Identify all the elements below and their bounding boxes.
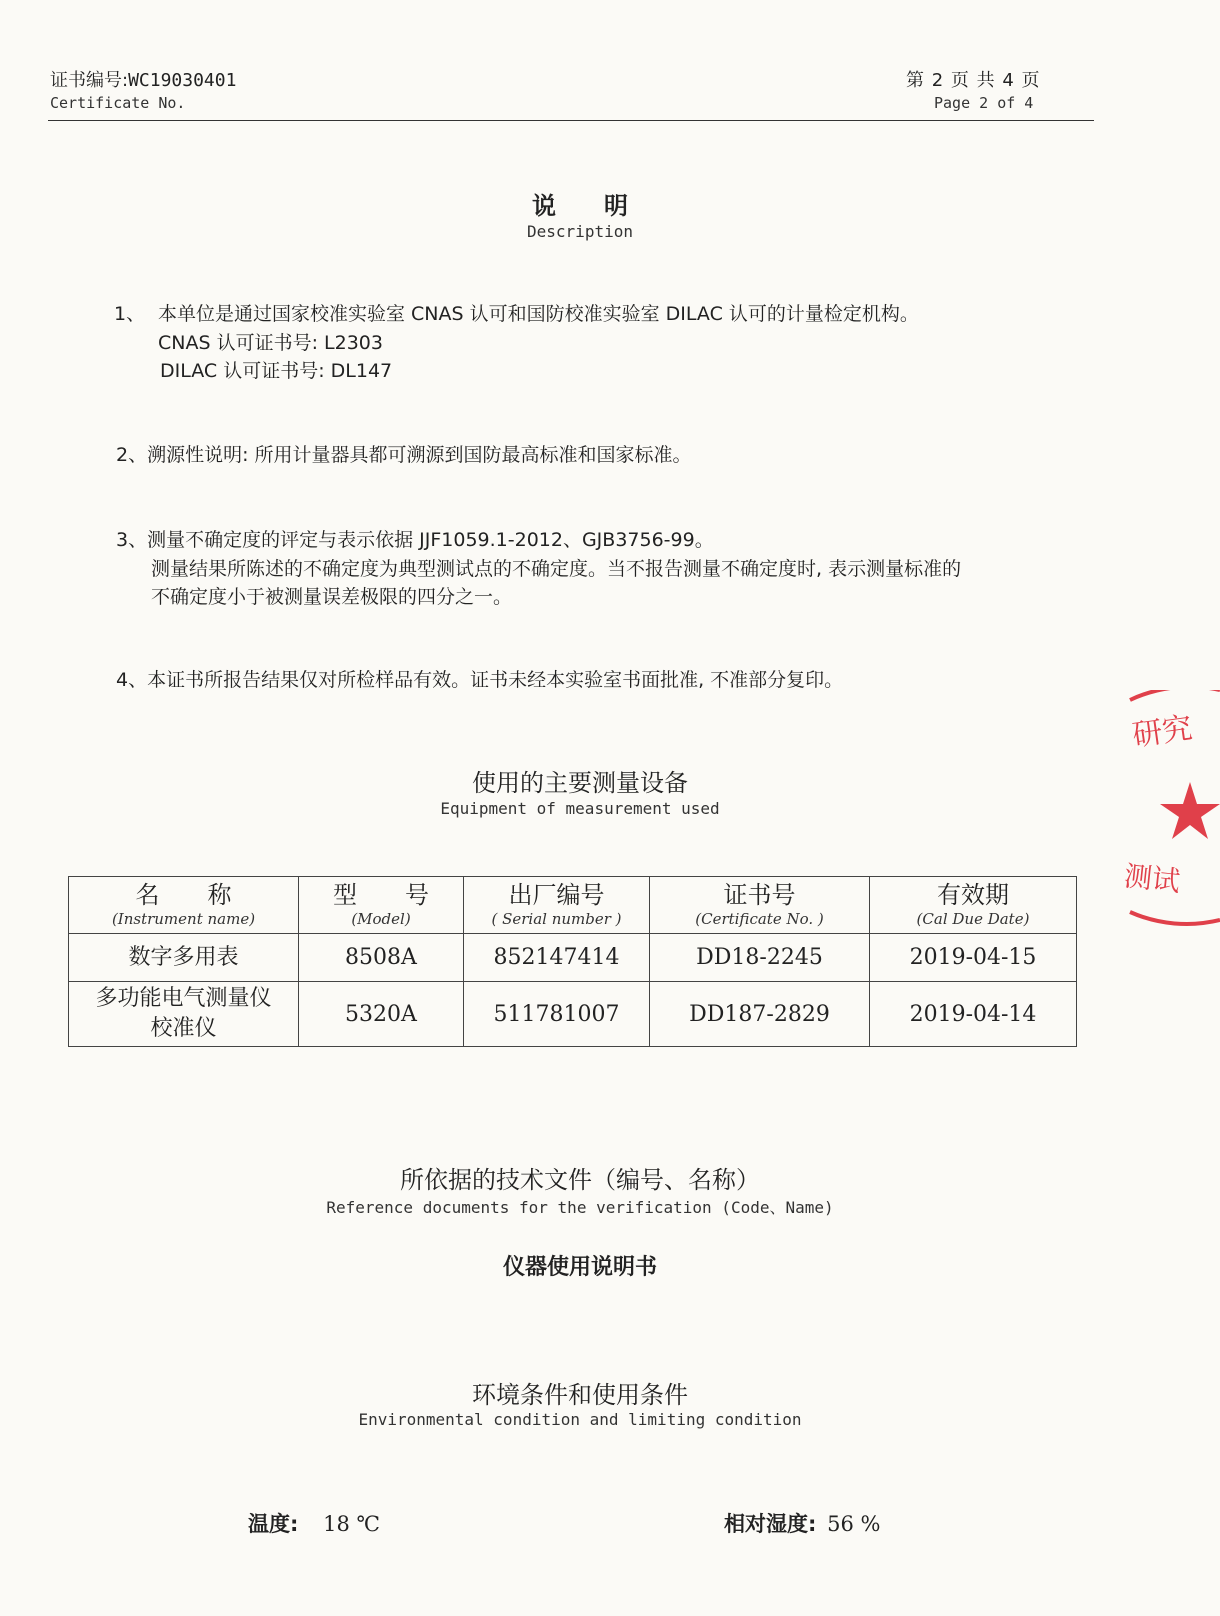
item-2-text: 2、溯源性说明: 所用计量器具都可溯源到国防最高标准和国家标准。	[116, 444, 692, 466]
reference-document: 仪器使用说明书	[502, 1255, 657, 1280]
item-3-line-1: 3、测量不确定度的评定与表示依据 JJF1059.1-2012、GJB3756-99。	[116, 529, 714, 551]
seal-text-bottom: 测试	[1122, 859, 1182, 899]
reference-title-en: Reference documents for the verification (Code、Name)	[326, 1198, 834, 1217]
cell-name: 数字多用表	[69, 934, 299, 982]
column-header-name: 名 称 (Instrument name)	[69, 877, 299, 934]
description-title-en: Description	[527, 222, 633, 241]
certificate-number	[50, 66, 236, 92]
page-indicator-cn: 第 2 页 共 4 页	[906, 70, 1041, 91]
item-3-line-2: 测量结果所陈述的不确定度为典型测试点的不确定度。当不报告测量不确定度时, 表示测量标准的	[151, 558, 962, 580]
item-4-text: 4、本证书所报告结果仅对所检样品有效。证书未经本实验室书面批准, 不准部分复印。	[116, 669, 844, 691]
equipment-table	[68, 876, 1077, 1047]
seal-graphic	[1110, 690, 1220, 930]
certificate-number-label-en: Certificate No.	[50, 94, 186, 112]
header-rule	[48, 120, 1094, 121]
environment-title-en: Environmental condition and limiting condition	[358, 1410, 802, 1429]
column-header-model: 型 号 (Model)	[299, 877, 464, 934]
column-header-certificate: 证书号 (Certificate No. )	[650, 877, 870, 934]
reference-title: 所依据的技术文件（编号、名称）	[400, 1166, 760, 1194]
item-1-text: 本单位是通过国家校准实验室 CNAS 认可和国防校准实验室 DILAC 认可的计量检定机构。	[158, 303, 919, 325]
cell-name	[69, 982, 299, 1047]
temperature	[248, 1508, 380, 1538]
cell-serial: 511781007	[464, 982, 650, 1047]
equipment-title-en: Equipment of measurement used	[440, 799, 720, 818]
cell-name-line-2: 校准仪	[150, 1016, 217, 1041]
temperature-label: 温度:	[248, 1512, 299, 1536]
description-title: 说 明	[532, 192, 628, 220]
cell-due-date: 2019-04-14	[870, 982, 1077, 1047]
page-indicator-en: Page 2 of 4	[934, 94, 1034, 112]
cnas-cert-number: CNAS 认可证书号: L2303	[158, 332, 383, 354]
temperature-value: 18 ℃	[323, 1512, 380, 1536]
cell-due-date: 2019-04-15	[870, 934, 1077, 982]
equipment-title: 使用的主要测量设备	[472, 769, 688, 797]
humidity	[724, 1508, 880, 1538]
table-header-row	[69, 877, 1077, 934]
cell-model: 5320A	[299, 982, 464, 1047]
certificate-number-value: WC19030401	[128, 70, 237, 91]
dilac-cert-number: DILAC 认可证书号: DL147	[160, 360, 393, 382]
cell-serial: 852147414	[464, 934, 650, 982]
cell-model: 8508A	[299, 934, 464, 982]
humidity-label: 相对湿度:	[724, 1512, 817, 1536]
environment-title: 环境条件和使用条件	[472, 1381, 688, 1409]
seal-text-top: 研究	[1130, 710, 1195, 754]
official-seal-stamp	[1110, 690, 1220, 930]
cell-certificate: DD18-2245	[650, 934, 870, 982]
item-3-line-3: 不确定度小于被测量误差极限的四分之一。	[151, 586, 513, 608]
column-header-serial: 出厂编号 ( Serial number )	[464, 877, 650, 934]
humidity-value: 56 %	[827, 1512, 881, 1536]
column-header-due-date: 有效期 (Cal Due Date)	[870, 877, 1077, 934]
cell-name-line-1: 多功能电气测量仪	[95, 986, 272, 1011]
table-row	[69, 934, 1077, 982]
certificate-number-label: 证书编号:	[50, 70, 129, 91]
item-1-number: 1、	[114, 303, 146, 325]
cell-certificate: DD187-2829	[650, 982, 870, 1047]
table-row	[69, 982, 1077, 1047]
